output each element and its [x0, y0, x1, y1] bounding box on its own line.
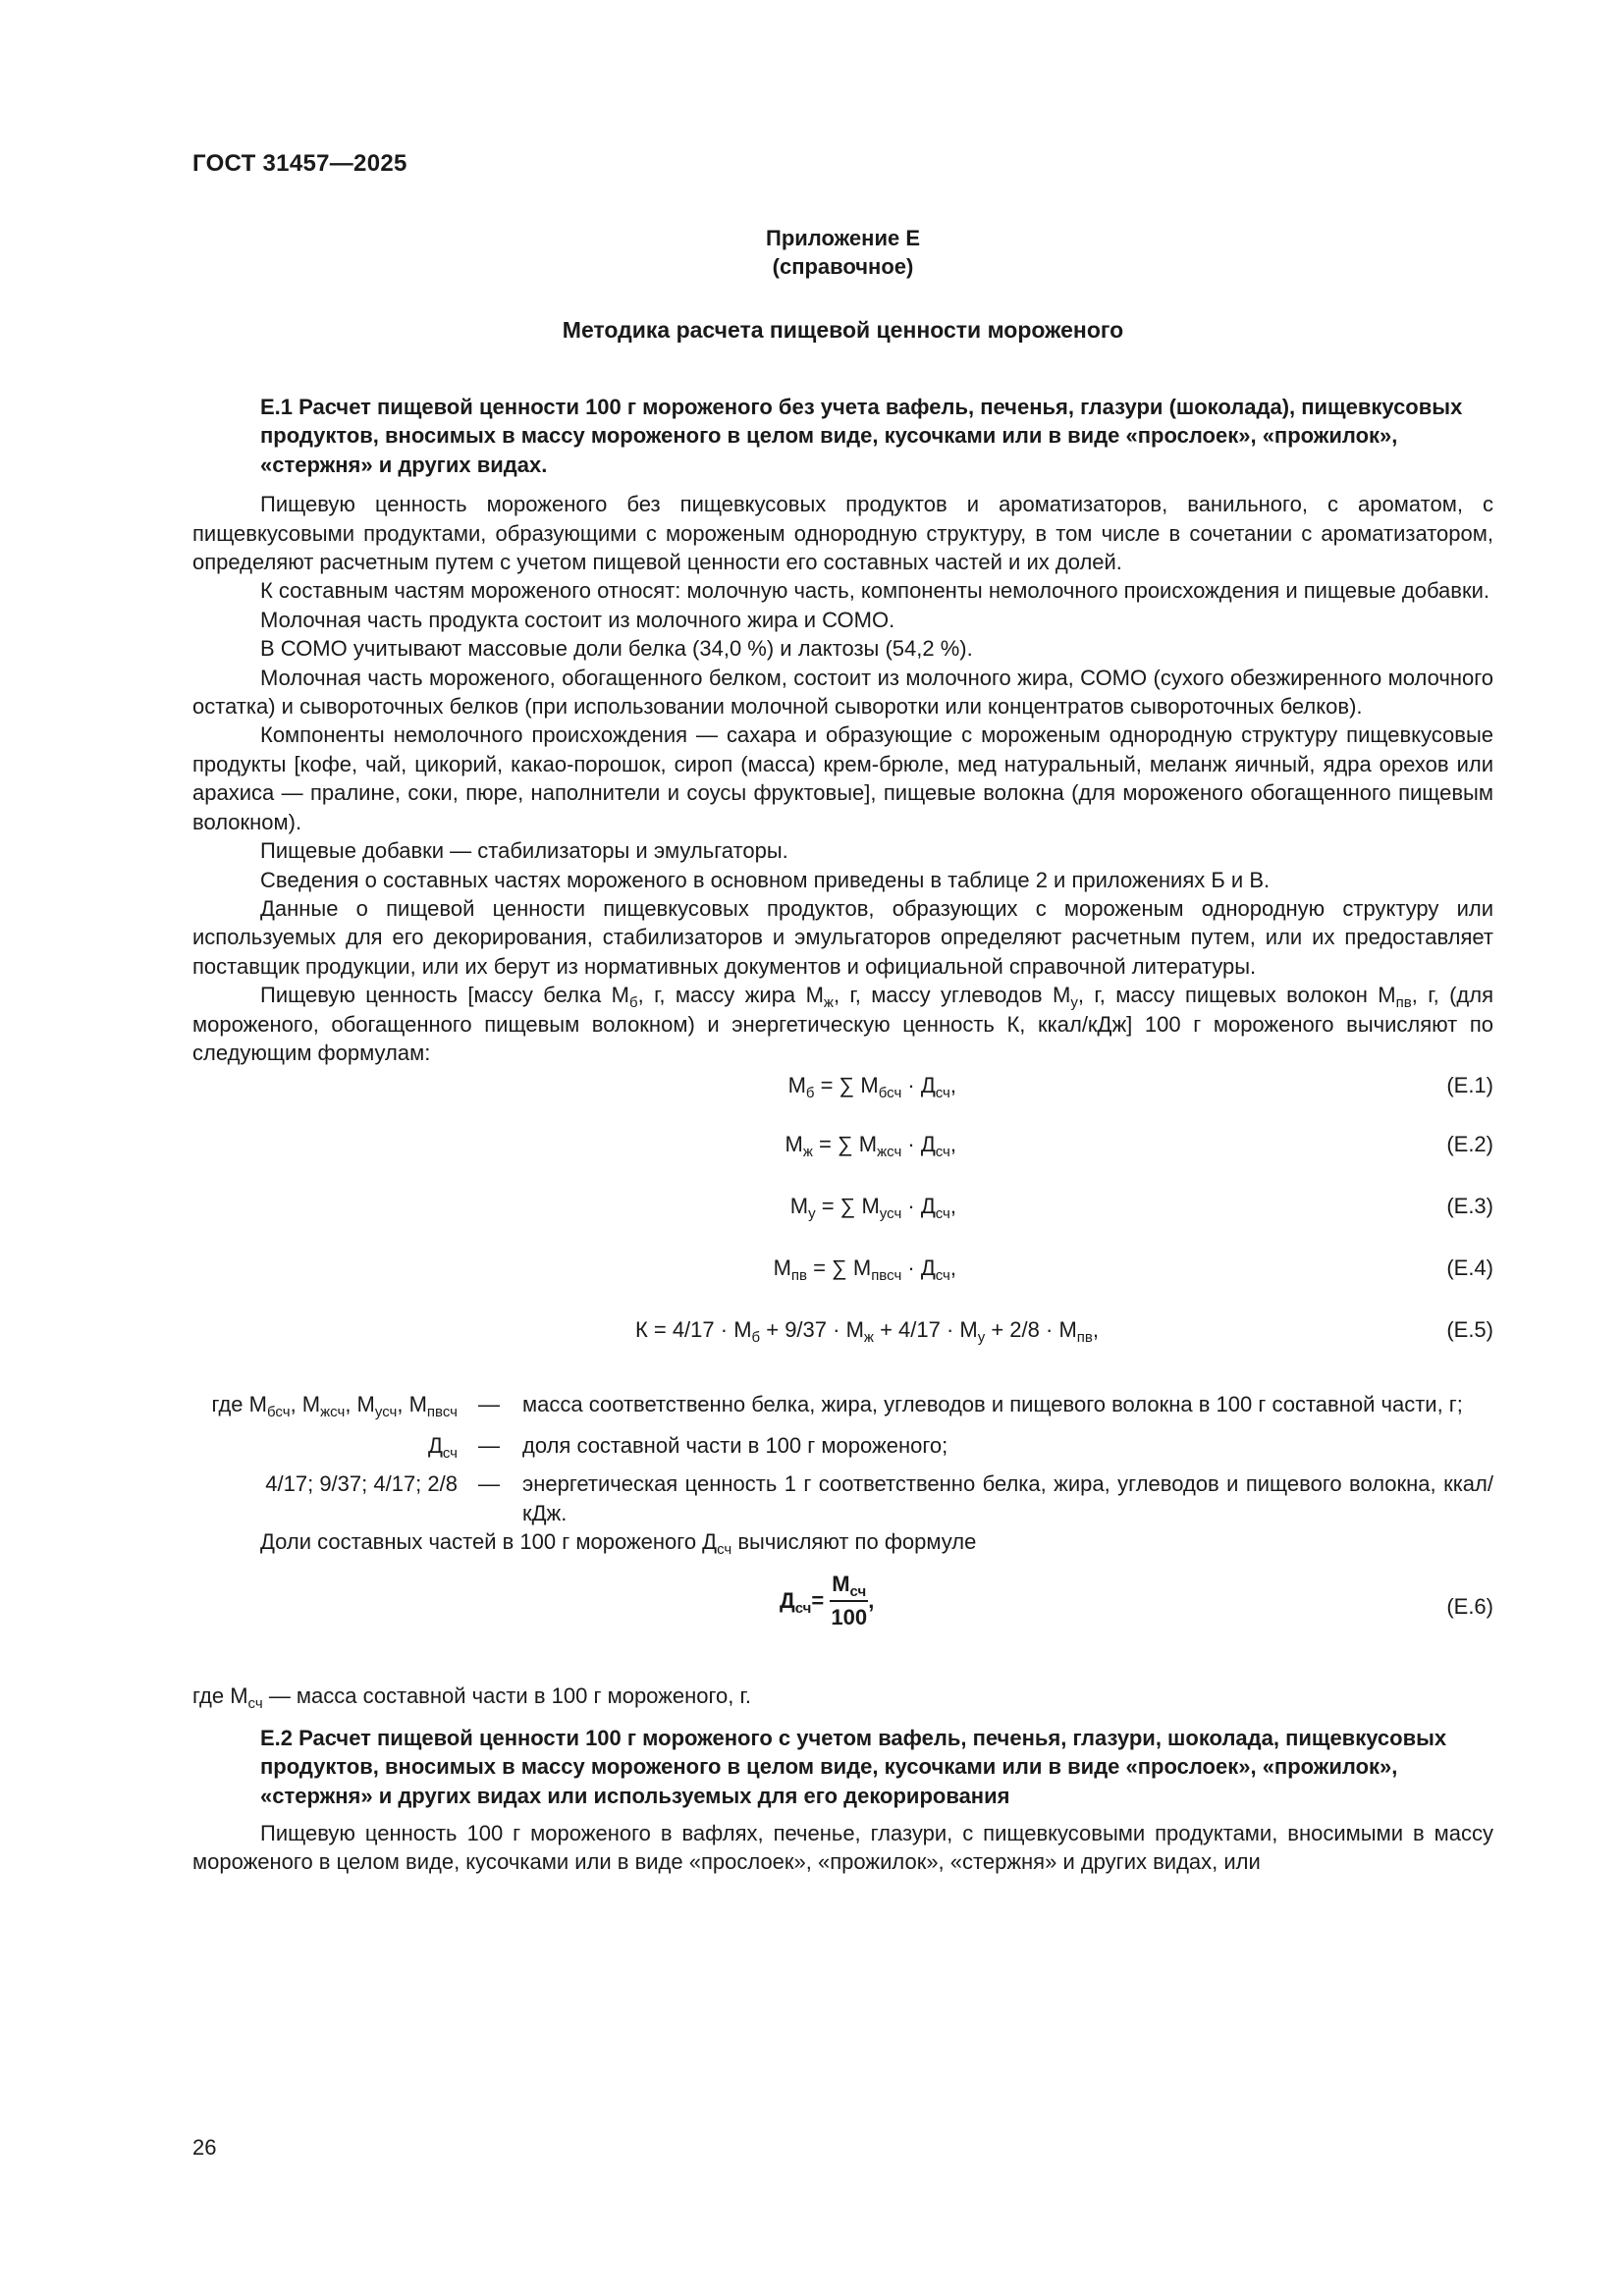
- definition-symbol: где $М_{бсч}$, $М_{жсч}$, $М_{усч}$, $М_{пвсч}$: [211, 1392, 458, 1421]
- appendix-subtitle: (справочное): [772, 254, 914, 279]
- formula-number: (Е.6): [1446, 1594, 1493, 1620]
- definition-dash: —: [478, 1471, 500, 1497]
- paragraph: Сведения о составных частях мороженого в основном приведены в таблице 2 и приложениях Б и В.: [260, 867, 1271, 892]
- formula-e3: [192, 1192, 1493, 1254]
- formula-number: (Е.1): [1446, 1073, 1493, 1098]
- paragraph: Пищевые добавки — стабилизаторы и эмульгаторы.: [260, 838, 788, 864]
- definition-item: [192, 1390, 1493, 1421]
- paragraph: В СОМО учитывают массовые доли белка (34,0 %) и лактозы (54,2 %).: [260, 636, 973, 662]
- section-e2-heading: Е.2 Расчет пищевой ценности 100 г мороженого с учетом вафель, печенья, глазури, шоколада, пищевкусовых продуктов, вносимых в массу мороженого в целом виде, кусочками или в виде «прослоек», «прожилок», «стержня» и других видах или используемых для его декорирования: [260, 1725, 1447, 1808]
- definition-item: [192, 1469, 1493, 1527]
- paragraph: Данные о пищевой ценности пищевкусовых продуктов, образующих с мороженым однородную структуру или используемых для его декорирования, стабилизаторов и эмульгаторов определяют расчетным путем, или их предоставляет поставщик продукции, или их берут из нормативных документов и официальной справочной литературы.: [192, 895, 1493, 979]
- definition-item: [192, 1431, 1493, 1460]
- formula-number: (Е.4): [1446, 1255, 1493, 1281]
- definition-text: доля составной части в 100 г мороженого;: [522, 1432, 948, 1458]
- paragraph: Пищевую ценность мороженого без пищевкусовых продуктов и ароматизаторов, ванильного, с ароматом, с пищевкусовыми продуктами, образующими с мороженым однородную структуру, в том числе в сочетании с ароматизатором, определяют расчетным путем с учетом пищевой ценности его составных частей и их долей.: [192, 492, 1493, 575]
- formula-e1: [192, 1071, 1493, 1130]
- paragraph: Компоненты немолочного происхождения — сахара и образующие с мороженым однородную структуру пищевкусовые продукты [кофе, чай, цикорий, какао-порошок, сироп (масса) крем-брюле, мед натуральный, меланж яичный, ядра орехов или арахиса — пралине, соки, пюре, наполнители и соусы фруктовые], пищевые волокна (для мороженого обогащенного пищевым волокном).: [192, 722, 1493, 834]
- formula-number: (Е.5): [1446, 1317, 1493, 1343]
- page-number: 26: [192, 2135, 217, 2160]
- formula-expression: $Д_{сч}$ = $\frac{М_{сч}}{100}$ ,: [780, 1570, 874, 1631]
- document-header: ГОСТ 31457—2025: [192, 150, 407, 177]
- paragraph-shares: Доли составных частей в 100 г мороженого $Д_{сч}$ вычисляют по формуле: [260, 1528, 977, 1558]
- formula-e6: [192, 1568, 1493, 1644]
- definition-symbol: $Д_{сч}$: [427, 1432, 458, 1462]
- fraction-denominator: 100: [831, 1604, 868, 1629]
- paragraph: Пищевую ценность 100 г мороженого в вафлях, печенье, глазури, с пищевкусовыми продуктами, вносимыми в массу мороженого в целом виде, кусочками или в виде «прослоек», «прожилок», «стержня» и других видах, или: [192, 1821, 1493, 1875]
- formula-expression: $М_{пв}$ = ∑ $М_{пвсч} \cdot Д_{сч}$,: [773, 1255, 956, 1285]
- definition-text: энергетическая ценность 1 г соответственно белка, жира, углеводов и пищевого волокна, ккал/кДж.: [522, 1471, 1493, 1525]
- formula-expression: $М_б$ = ∑ $М_{бсч} \cdot Д_{сч}$,: [787, 1073, 956, 1102]
- formula-e2: [192, 1130, 1493, 1192]
- fraction: [830, 1570, 868, 1631]
- fraction-numerator: $М_{сч}$: [832, 1572, 867, 1601]
- definition-text: масса соответственно белка, жира, углеводов и пищевого волокна в 100 г составной части, г;: [522, 1392, 1463, 1417]
- formula-expression: $М_у$ = ∑ $М_{усч} \cdot Д_{сч}$,: [789, 1194, 956, 1223]
- appendix-title: Приложение Е: [766, 226, 920, 250]
- paragraph: К составным частям мороженого относят: молочную часть, компоненты немолочного происхождения и пищевые добавки.: [260, 578, 1489, 604]
- formula-number: (Е.3): [1446, 1194, 1493, 1219]
- paragraph-formulas-intro: Пищевую ценность [массу белка $М_б$, г, массу жира $М_ж$, г, массу углеводов $М_у$, г, массу пищевых волокон $М_{пв}$, г, (для мороженого, обогащенного пищевым волокном) и энергетическую ценность К, ккал/кДж] 100 г мороженого вычисляют по следующим формулам:: [192, 983, 1494, 1065]
- section-e1-heading: Е.1 Расчет пищевой ценности 100 г мороженого без учета вафель, печенья, глазури (шоколада), пищевкусовых продуктов, вносимых в массу мороженого в целом виде, кусочками или в виде «прослоек», «прожилок», «стержня» и других видах.: [260, 395, 1463, 477]
- formula-expression: $М_ж$ = ∑ $М_{жсч} \cdot Д_{сч}$,: [785, 1132, 956, 1161]
- formula-e4: [192, 1254, 1493, 1315]
- paragraph-where: где $М_{сч}$ — масса составной части в 100 г мороженого, г.: [192, 1683, 751, 1713]
- definition-symbol: 4/17; 9/37; 4/17; 2/8: [265, 1471, 458, 1497]
- section-title: Методика расчета пищевой ценности мороженого: [562, 317, 1124, 343]
- definition-dash: —: [478, 1392, 500, 1417]
- document-body: [192, 393, 1493, 1877]
- formula-number: (Е.2): [1446, 1132, 1493, 1157]
- definition-dash: —: [478, 1432, 500, 1458]
- paragraph: Молочная часть мороженого, обогащенного белком, состоит из молочного жира, СОМО (сухого обезжиренного молочного остатка) и сывороточных белков (при использовании молочной сыворотки или концентратов сывороточных белков).: [192, 665, 1493, 720]
- paragraph: Молочная часть продукта состоит из молочного жира и СОМО.: [260, 607, 895, 632]
- definitions-list: [192, 1390, 1493, 1527]
- formula-expression: $К = 4/17 \cdot М_б + 9/37 \cdot М_ж + 4/17 \cdot М_у + 2/8 \cdot М_{пв}$,: [634, 1317, 1099, 1347]
- formula-e5: [192, 1315, 1493, 1376]
